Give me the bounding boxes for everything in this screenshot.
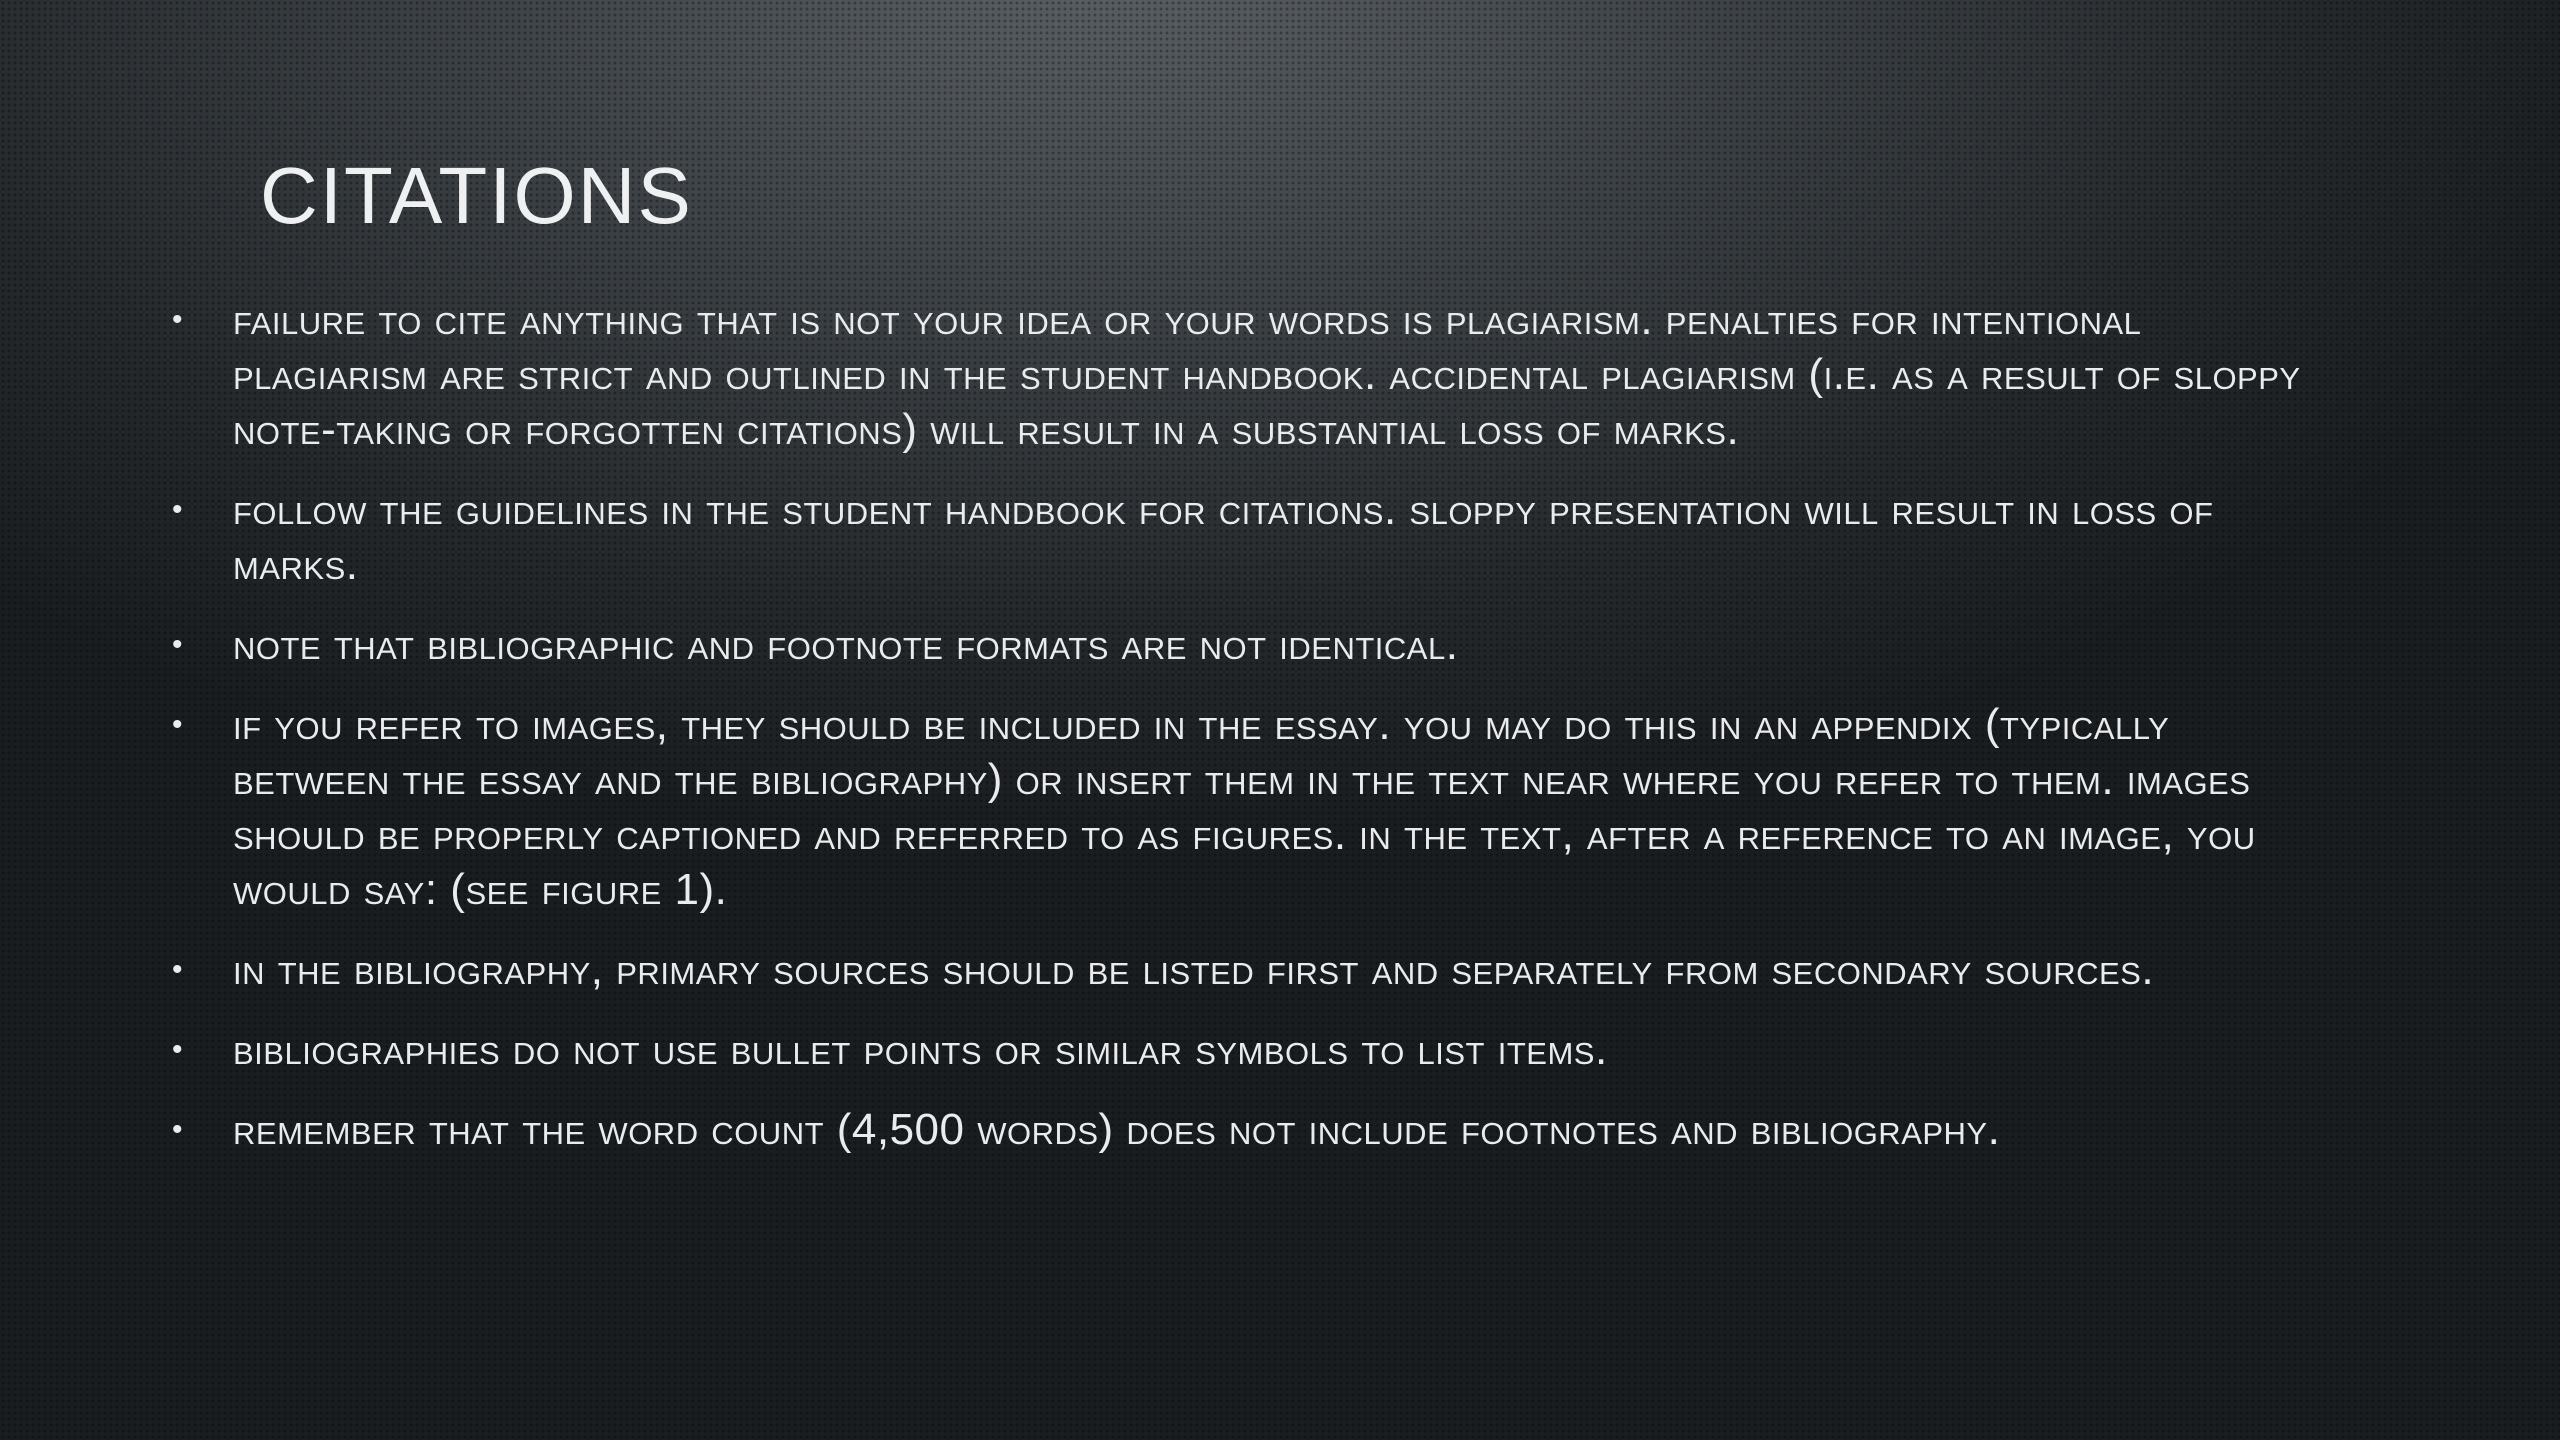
bullet-text: if you refer to images, they should be included in the essay. you may do this in an appendix (typically between the essay and the bibliography) or insert them in the text near where you refer to them. images should be properly captioned and referred to as figures. in the text, after a reference to an image, you would say: (see figure 1). bbox=[233, 700, 2256, 914]
list-item bbox=[172, 482, 2322, 592]
bullet-text: follow the guidelines in the student handbook for citations. sloppy presentation will result in loss of marks. bbox=[233, 485, 2214, 589]
list-item bbox=[172, 942, 2322, 997]
bullet-text: remember that the word count (4,500 words) does not include footnotes and bibliography. bbox=[233, 1105, 2001, 1154]
bullet-icon: • bbox=[172, 1033, 184, 1066]
slide-title: CITATIONS bbox=[260, 151, 693, 240]
bullet-text: failure to cite anything that is not your idea or your words is plagiarism. penalties for intentional plagiarism are strict and outlined in the student handbook. accidental plagiarism (i.e. as a result of sloppy note-taking or forgotten citations) will result in a substantial loss of marks. bbox=[233, 295, 2301, 454]
bullet-text: note that bibliographic and footnote formats are not identical. bbox=[233, 620, 1459, 669]
list-item bbox=[172, 697, 2322, 917]
bullet-icon: • bbox=[172, 628, 184, 661]
bullet-icon: • bbox=[172, 953, 184, 986]
bullet-icon: • bbox=[172, 708, 184, 741]
list-item bbox=[172, 1022, 2322, 1077]
bullet-icon: • bbox=[172, 1113, 184, 1146]
bullet-list bbox=[172, 292, 2322, 1182]
list-item bbox=[172, 1102, 2322, 1157]
bullet-icon: • bbox=[172, 303, 184, 336]
bullet-text: bibliographies do not use bullet points or similar symbols to list items. bbox=[233, 1025, 1608, 1074]
bullet-text: in the bibliography, primary sources should be listed first and separately from secondary sources. bbox=[233, 945, 2155, 994]
list-item bbox=[172, 292, 2322, 457]
list-item bbox=[172, 617, 2322, 672]
bullet-icon: • bbox=[172, 493, 184, 526]
